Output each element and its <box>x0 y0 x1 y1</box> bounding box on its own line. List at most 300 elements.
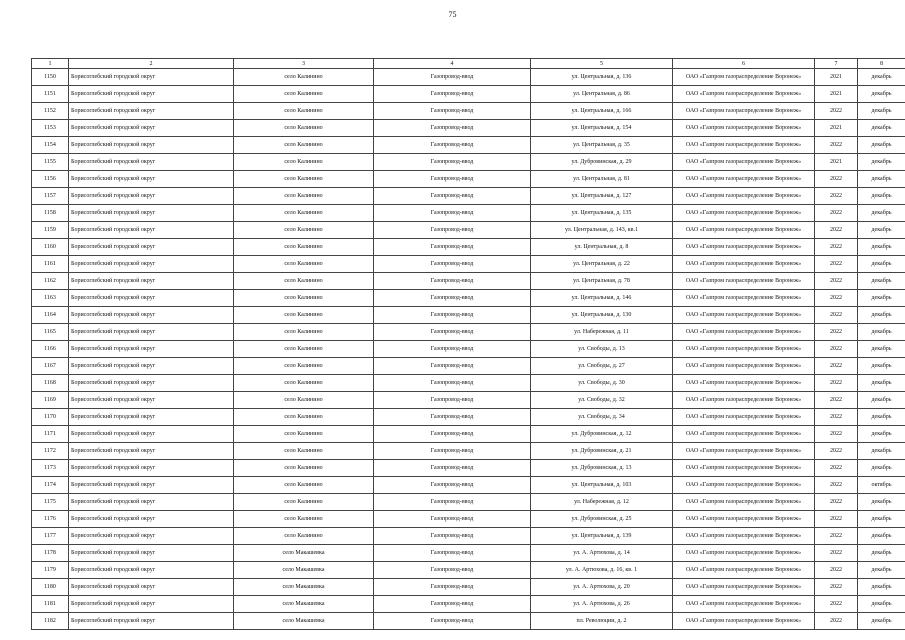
organization-cell: ОАО «Газпром газораспределение Воронеж» <box>673 426 815 443</box>
column-header: 5 <box>531 59 673 69</box>
object-type-cell: Газопровод-ввод <box>374 375 531 392</box>
object-type-cell: Газопровод-ввод <box>374 409 531 426</box>
table-row <box>32 460 905 477</box>
object-type-cell: Газопровод-ввод <box>374 205 531 222</box>
municipality-cell: Борисоглебский городской округ <box>69 273 234 290</box>
column-header: 8 <box>858 59 905 69</box>
address-cell: ул. Центральная, д. 22 <box>531 256 673 273</box>
year-cell: 2022 <box>815 426 858 443</box>
table-row <box>32 188 905 205</box>
year-cell: 2022 <box>815 477 858 494</box>
settlement-cell: село Калинино <box>234 477 374 494</box>
row-number-cell: 1168 <box>32 375 69 392</box>
table-row <box>32 375 905 392</box>
settlement-cell: село Калинино <box>234 460 374 477</box>
settlement-cell: село Калинино <box>234 307 374 324</box>
object-type-cell: Газопровод-ввод <box>374 290 531 307</box>
municipality-cell: Борисоглебский городской округ <box>69 613 234 630</box>
column-header: 6 <box>673 59 815 69</box>
object-type-cell: Газопровод-ввод <box>374 358 531 375</box>
settlement-cell: село Калинино <box>234 375 374 392</box>
month-cell: декабрь <box>858 256 905 273</box>
municipality-cell: Борисоглебский городской округ <box>69 409 234 426</box>
settlement-cell: село Калинино <box>234 256 374 273</box>
settlement-cell: село Калинино <box>234 120 374 137</box>
month-cell: декабрь <box>858 86 905 103</box>
row-number-cell: 1180 <box>32 579 69 596</box>
organization-cell: ОАО «Газпром газораспределение Воронеж» <box>673 494 815 511</box>
organization-cell: ОАО «Газпром газораспределение Воронеж» <box>673 596 815 613</box>
year-cell: 2022 <box>815 596 858 613</box>
object-type-cell: Газопровод-ввод <box>374 137 531 154</box>
organization-cell: ОАО «Газпром газораспределение Воронеж» <box>673 324 815 341</box>
organization-cell: ОАО «Газпром газораспределение Воронеж» <box>673 528 815 545</box>
month-cell: декабрь <box>858 460 905 477</box>
table-body <box>32 69 905 630</box>
settlement-cell: село Калинино <box>234 222 374 239</box>
settlement-cell: село Калинино <box>234 137 374 154</box>
table-row <box>32 222 905 239</box>
settlement-cell: село Калинино <box>234 528 374 545</box>
address-cell: ул. А. Артюхова, д. 16, кв. 1 <box>531 562 673 579</box>
organization-cell: ОАО «Газпром газораспределение Воронеж» <box>673 443 815 460</box>
row-number-cell: 1181 <box>32 596 69 613</box>
settlement-cell: село Калинино <box>234 494 374 511</box>
table-row <box>32 103 905 120</box>
year-cell: 2022 <box>815 188 858 205</box>
month-cell: декабрь <box>858 409 905 426</box>
municipality-cell: Борисоглебский городской округ <box>69 222 234 239</box>
organization-cell: ОАО «Газпром газораспределение Воронеж» <box>673 86 815 103</box>
organization-cell: ОАО «Газпром газораспределение Воронеж» <box>673 290 815 307</box>
address-cell: ул. Центральная, д. 86 <box>531 86 673 103</box>
table-row <box>32 477 905 494</box>
row-number-cell: 1151 <box>32 86 69 103</box>
municipality-cell: Борисоглебский городской округ <box>69 137 234 154</box>
object-type-cell: Газопровод-ввод <box>374 477 531 494</box>
object-type-cell: Газопровод-ввод <box>374 562 531 579</box>
object-type-cell: Газопровод-ввод <box>374 545 531 562</box>
settlement-cell: село Калинино <box>234 69 374 86</box>
address-cell: ул. Свободы, д. 30 <box>531 375 673 392</box>
settlement-cell: село Макашевка <box>234 562 374 579</box>
object-type-cell: Газопровод-ввод <box>374 273 531 290</box>
municipality-cell: Борисоглебский городской округ <box>69 511 234 528</box>
year-cell: 2022 <box>815 273 858 290</box>
table-row <box>32 392 905 409</box>
address-cell: ул. Дубровинская, д. 21 <box>531 443 673 460</box>
organization-cell: ОАО «Газпром газораспределение Воронеж» <box>673 375 815 392</box>
year-cell: 2022 <box>815 307 858 324</box>
table-row <box>32 358 905 375</box>
year-cell: 2022 <box>815 290 858 307</box>
gas-pipeline-register-table <box>31 58 905 630</box>
row-number-cell: 1160 <box>32 239 69 256</box>
settlement-cell: село Макашевка <box>234 545 374 562</box>
month-cell: декабрь <box>858 222 905 239</box>
organization-cell: ОАО «Газпром газораспределение Воронеж» <box>673 256 815 273</box>
year-cell: 2022 <box>815 545 858 562</box>
month-cell: декабрь <box>858 375 905 392</box>
year-cell: 2022 <box>815 613 858 630</box>
object-type-cell: Газопровод-ввод <box>374 154 531 171</box>
organization-cell: ОАО «Газпром газораспределение Воронеж» <box>673 239 815 256</box>
year-cell: 2022 <box>815 205 858 222</box>
table-row <box>32 290 905 307</box>
municipality-cell: Борисоглебский городской округ <box>69 477 234 494</box>
address-cell: ул. Центральная, д. 127 <box>531 188 673 205</box>
row-number-cell: 1152 <box>32 103 69 120</box>
municipality-cell: Борисоглебский городской округ <box>69 239 234 256</box>
column-header: 3 <box>234 59 374 69</box>
column-number-row <box>32 59 905 69</box>
row-number-cell: 1153 <box>32 120 69 137</box>
municipality-cell: Борисоглебский городской округ <box>69 528 234 545</box>
municipality-cell: Борисоглебский городской округ <box>69 596 234 613</box>
month-cell: декабрь <box>858 290 905 307</box>
row-number-cell: 1179 <box>32 562 69 579</box>
settlement-cell: село Калинино <box>234 188 374 205</box>
organization-cell: ОАО «Газпром газораспределение Воронеж» <box>673 103 815 120</box>
column-header: 1 <box>32 59 69 69</box>
table-row <box>32 239 905 256</box>
table-row <box>32 545 905 562</box>
month-cell: декабрь <box>858 358 905 375</box>
row-number-cell: 1154 <box>32 137 69 154</box>
municipality-cell: Борисоглебский городской округ <box>69 579 234 596</box>
object-type-cell: Газопровод-ввод <box>374 426 531 443</box>
settlement-cell: село Макашевка <box>234 596 374 613</box>
settlement-cell: село Калинино <box>234 324 374 341</box>
year-cell: 2022 <box>815 341 858 358</box>
column-header: 4 <box>374 59 531 69</box>
object-type-cell: Газопровод-ввод <box>374 494 531 511</box>
row-number-cell: 1164 <box>32 307 69 324</box>
year-cell: 2022 <box>815 256 858 273</box>
year-cell: 2021 <box>815 120 858 137</box>
address-cell: ул. Центральная, д. 103 <box>531 477 673 494</box>
object-type-cell: Газопровод-ввод <box>374 443 531 460</box>
settlement-cell: село Калинино <box>234 154 374 171</box>
row-number-cell: 1176 <box>32 511 69 528</box>
address-cell: ул. Центральная, д. 135 <box>531 205 673 222</box>
settlement-cell: село Калинино <box>234 443 374 460</box>
year-cell: 2022 <box>815 409 858 426</box>
address-cell: ул. Центральная, д. 146 <box>531 290 673 307</box>
object-type-cell: Газопровод-ввод <box>374 324 531 341</box>
month-cell: декабрь <box>858 613 905 630</box>
table-row <box>32 137 905 154</box>
table-header <box>32 59 905 69</box>
municipality-cell: Борисоглебский городской округ <box>69 69 234 86</box>
settlement-cell: село Калинино <box>234 103 374 120</box>
table-row <box>32 511 905 528</box>
page-number: 75 <box>448 10 457 19</box>
organization-cell: ОАО «Газпром газораспределение Воронеж» <box>673 613 815 630</box>
row-number-cell: 1162 <box>32 273 69 290</box>
organization-cell: ОАО «Газпром газораспределение Воронеж» <box>673 477 815 494</box>
municipality-cell: Борисоглебский городской округ <box>69 86 234 103</box>
organization-cell: ОАО «Газпром газораспределение Воронеж» <box>673 392 815 409</box>
organization-cell: ОАО «Газпром газораспределение Воронеж» <box>673 205 815 222</box>
year-cell: 2022 <box>815 222 858 239</box>
organization-cell: ОАО «Газпром газораспределение Воронеж» <box>673 358 815 375</box>
row-number-cell: 1171 <box>32 426 69 443</box>
address-cell: ул. Свободы, д. 13 <box>531 341 673 358</box>
address-cell: пл. Революции, д. 2 <box>531 613 673 630</box>
table-row <box>32 579 905 596</box>
municipality-cell: Борисоглебский городской округ <box>69 562 234 579</box>
organization-cell: ОАО «Газпром газораспределение Воронеж» <box>673 545 815 562</box>
table-row <box>32 596 905 613</box>
year-cell: 2021 <box>815 154 858 171</box>
month-cell: декабрь <box>858 239 905 256</box>
address-cell: ул. Свободы, д. 32 <box>531 392 673 409</box>
object-type-cell: Газопровод-ввод <box>374 341 531 358</box>
municipality-cell: Борисоглебский городской округ <box>69 103 234 120</box>
municipality-cell: Борисоглебский городской округ <box>69 426 234 443</box>
organization-cell: ОАО «Газпром газораспределение Воронеж» <box>673 171 815 188</box>
object-type-cell: Газопровод-ввод <box>374 596 531 613</box>
object-type-cell: Газопровод-ввод <box>374 239 531 256</box>
table-row <box>32 273 905 290</box>
month-cell: декабрь <box>858 324 905 341</box>
address-cell: ул. Центральная, д. 81 <box>531 171 673 188</box>
table-row <box>32 324 905 341</box>
table-row <box>32 426 905 443</box>
year-cell: 2022 <box>815 392 858 409</box>
settlement-cell: село Калинино <box>234 392 374 409</box>
table-row <box>32 494 905 511</box>
address-cell: ул. А. Артюхова, д. 26 <box>531 596 673 613</box>
month-cell: декабрь <box>858 528 905 545</box>
organization-cell: ОАО «Газпром газораспределение Воронеж» <box>673 579 815 596</box>
municipality-cell: Борисоглебский городской округ <box>69 154 234 171</box>
municipality-cell: Борисоглебский городской округ <box>69 460 234 477</box>
municipality-cell: Борисоглебский городской округ <box>69 358 234 375</box>
month-cell: декабрь <box>858 511 905 528</box>
municipality-cell: Борисоглебский городской округ <box>69 188 234 205</box>
address-cell: ул. Центральная, д. 78 <box>531 273 673 290</box>
row-number-cell: 1178 <box>32 545 69 562</box>
year-cell: 2022 <box>815 375 858 392</box>
municipality-cell: Борисоглебский городской округ <box>69 324 234 341</box>
year-cell: 2022 <box>815 171 858 188</box>
settlement-cell: село Калинино <box>234 205 374 222</box>
settlement-cell: село Калинино <box>234 171 374 188</box>
row-number-cell: 1182 <box>32 613 69 630</box>
object-type-cell: Газопровод-ввод <box>374 307 531 324</box>
table-row <box>32 154 905 171</box>
address-cell: ул. Центральная, д. 166 <box>531 103 673 120</box>
year-cell: 2021 <box>815 86 858 103</box>
year-cell: 2022 <box>815 239 858 256</box>
organization-cell: ОАО «Газпром газораспределение Воронеж» <box>673 307 815 324</box>
settlement-cell: село Калинино <box>234 290 374 307</box>
settlement-cell: село Калинино <box>234 273 374 290</box>
address-cell: ул. Дубровинская, д. 29 <box>531 154 673 171</box>
object-type-cell: Газопровод-ввод <box>374 188 531 205</box>
year-cell: 2022 <box>815 324 858 341</box>
row-number-cell: 1172 <box>32 443 69 460</box>
month-cell: декабрь <box>858 103 905 120</box>
table-row <box>32 86 905 103</box>
municipality-cell: Борисоглебский городской округ <box>69 171 234 188</box>
municipality-cell: Борисоглебский городской округ <box>69 290 234 307</box>
address-cell: ул. А. Артюхова, д. 20 <box>531 579 673 596</box>
organization-cell: ОАО «Газпром газораспределение Воронеж» <box>673 460 815 477</box>
row-number-cell: 1170 <box>32 409 69 426</box>
municipality-cell: Борисоглебский городской округ <box>69 256 234 273</box>
municipality-cell: Борисоглебский городской округ <box>69 545 234 562</box>
year-cell: 2021 <box>815 69 858 86</box>
table-row <box>32 205 905 222</box>
month-cell: декабрь <box>858 494 905 511</box>
address-cell: ул. Центральная, д. 143, кв.1 <box>531 222 673 239</box>
address-cell: ул. Дубровинская, д. 12 <box>531 426 673 443</box>
address-cell: ул. Центральная, д. 130 <box>531 307 673 324</box>
organization-cell: ОАО «Газпром газораспределение Воронеж» <box>673 511 815 528</box>
settlement-cell: село Калинино <box>234 239 374 256</box>
row-number-cell: 1165 <box>32 324 69 341</box>
month-cell: декабрь <box>858 443 905 460</box>
row-number-cell: 1173 <box>32 460 69 477</box>
row-number-cell: 1161 <box>32 256 69 273</box>
settlement-cell: село Калинино <box>234 426 374 443</box>
month-cell: декабрь <box>858 273 905 290</box>
object-type-cell: Газопровод-ввод <box>374 120 531 137</box>
object-type-cell: Газопровод-ввод <box>374 579 531 596</box>
row-number-cell: 1156 <box>32 171 69 188</box>
municipality-cell: Борисоглебский городской округ <box>69 443 234 460</box>
year-cell: 2022 <box>815 358 858 375</box>
row-number-cell: 1163 <box>32 290 69 307</box>
row-number-cell: 1150 <box>32 69 69 86</box>
organization-cell: ОАО «Газпром газораспределение Воронеж» <box>673 69 815 86</box>
month-cell: декабрь <box>858 69 905 86</box>
municipality-cell: Борисоглебский городской округ <box>69 120 234 137</box>
table-row <box>32 443 905 460</box>
organization-cell: ОАО «Газпром газораспределение Воронеж» <box>673 137 815 154</box>
municipality-cell: Борисоглебский городской округ <box>69 307 234 324</box>
address-cell: ул. Набережная, д. 11 <box>531 324 673 341</box>
object-type-cell: Газопровод-ввод <box>374 613 531 630</box>
month-cell: декабрь <box>858 154 905 171</box>
address-cell: ул. А. Артюхова, д. 14 <box>531 545 673 562</box>
organization-cell: ОАО «Газпром газораспределение Воронеж» <box>673 188 815 205</box>
table-row <box>32 307 905 324</box>
municipality-cell: Борисоглебский городской округ <box>69 205 234 222</box>
address-cell: ул. Набережная, д. 12 <box>531 494 673 511</box>
settlement-cell: село Калинино <box>234 511 374 528</box>
month-cell: декабрь <box>858 426 905 443</box>
object-type-cell: Газопровод-ввод <box>374 460 531 477</box>
table-row <box>32 341 905 358</box>
table-row <box>32 69 905 86</box>
year-cell: 2022 <box>815 460 858 477</box>
organization-cell: ОАО «Газпром газораспределение Воронеж» <box>673 273 815 290</box>
row-number-cell: 1169 <box>32 392 69 409</box>
table-row <box>32 528 905 545</box>
table-row <box>32 613 905 630</box>
table-row <box>32 409 905 426</box>
settlement-cell: село Калинино <box>234 341 374 358</box>
year-cell: 2022 <box>815 137 858 154</box>
month-cell: декабрь <box>858 341 905 358</box>
year-cell: 2022 <box>815 579 858 596</box>
address-cell: ул. Дубровинская, д. 25 <box>531 511 673 528</box>
year-cell: 2022 <box>815 103 858 120</box>
row-number-cell: 1167 <box>32 358 69 375</box>
object-type-cell: Газопровод-ввод <box>374 392 531 409</box>
object-type-cell: Газопровод-ввод <box>374 86 531 103</box>
month-cell: декабрь <box>858 545 905 562</box>
month-cell: октябрь <box>858 477 905 494</box>
table-row <box>32 562 905 579</box>
row-number-cell: 1157 <box>32 188 69 205</box>
column-header: 7 <box>815 59 858 69</box>
municipality-cell: Борисоглебский городской округ <box>69 494 234 511</box>
address-cell: ул. Центральная, д. 136 <box>531 69 673 86</box>
settlement-cell: село Калинино <box>234 409 374 426</box>
organization-cell: ОАО «Газпром газораспределение Воронеж» <box>673 222 815 239</box>
address-cell: ул. Свободы, д. 34 <box>531 409 673 426</box>
year-cell: 2022 <box>815 511 858 528</box>
object-type-cell: Газопровод-ввод <box>374 528 531 545</box>
month-cell: декабрь <box>858 137 905 154</box>
address-cell: ул. Центральная, д. 139 <box>531 528 673 545</box>
table-row <box>32 171 905 188</box>
month-cell: декабрь <box>858 562 905 579</box>
row-number-cell: 1177 <box>32 528 69 545</box>
year-cell: 2022 <box>815 494 858 511</box>
month-cell: декабрь <box>858 392 905 409</box>
settlement-cell: село Калинино <box>234 358 374 375</box>
month-cell: декабрь <box>858 307 905 324</box>
year-cell: 2022 <box>815 562 858 579</box>
month-cell: декабрь <box>858 188 905 205</box>
organization-cell: ОАО «Газпром газораспределение Воронеж» <box>673 120 815 137</box>
address-cell: ул. Свободы, д. 27 <box>531 358 673 375</box>
municipality-cell: Борисоглебский городской округ <box>69 341 234 358</box>
settlement-cell: село Макашевка <box>234 579 374 596</box>
object-type-cell: Газопровод-ввод <box>374 103 531 120</box>
row-number-cell: 1158 <box>32 205 69 222</box>
object-type-cell: Газопровод-ввод <box>374 256 531 273</box>
year-cell: 2022 <box>815 528 858 545</box>
address-cell: ул. Центральная, д. 8 <box>531 239 673 256</box>
address-cell: ул. Центральная, д. 35 <box>531 137 673 154</box>
organization-cell: ОАО «Газпром газораспределение Воронеж» <box>673 562 815 579</box>
month-cell: декабрь <box>858 120 905 137</box>
table-row <box>32 120 905 137</box>
object-type-cell: Газопровод-ввод <box>374 69 531 86</box>
row-number-cell: 1175 <box>32 494 69 511</box>
column-header: 2 <box>69 59 234 69</box>
address-cell: ул. Дубровинская, д. 13 <box>531 460 673 477</box>
object-type-cell: Газопровод-ввод <box>374 222 531 239</box>
settlement-cell: село Калинино <box>234 86 374 103</box>
month-cell: декабрь <box>858 205 905 222</box>
row-number-cell: 1174 <box>32 477 69 494</box>
municipality-cell: Борисоглебский городской округ <box>69 375 234 392</box>
object-type-cell: Газопровод-ввод <box>374 171 531 188</box>
settlement-cell: село Макашевка <box>234 613 374 630</box>
organization-cell: ОАО «Газпром газораспределение Воронеж» <box>673 409 815 426</box>
row-number-cell: 1166 <box>32 341 69 358</box>
object-type-cell: Газопровод-ввод <box>374 511 531 528</box>
address-cell: ул. Центральная, д. 154 <box>531 120 673 137</box>
